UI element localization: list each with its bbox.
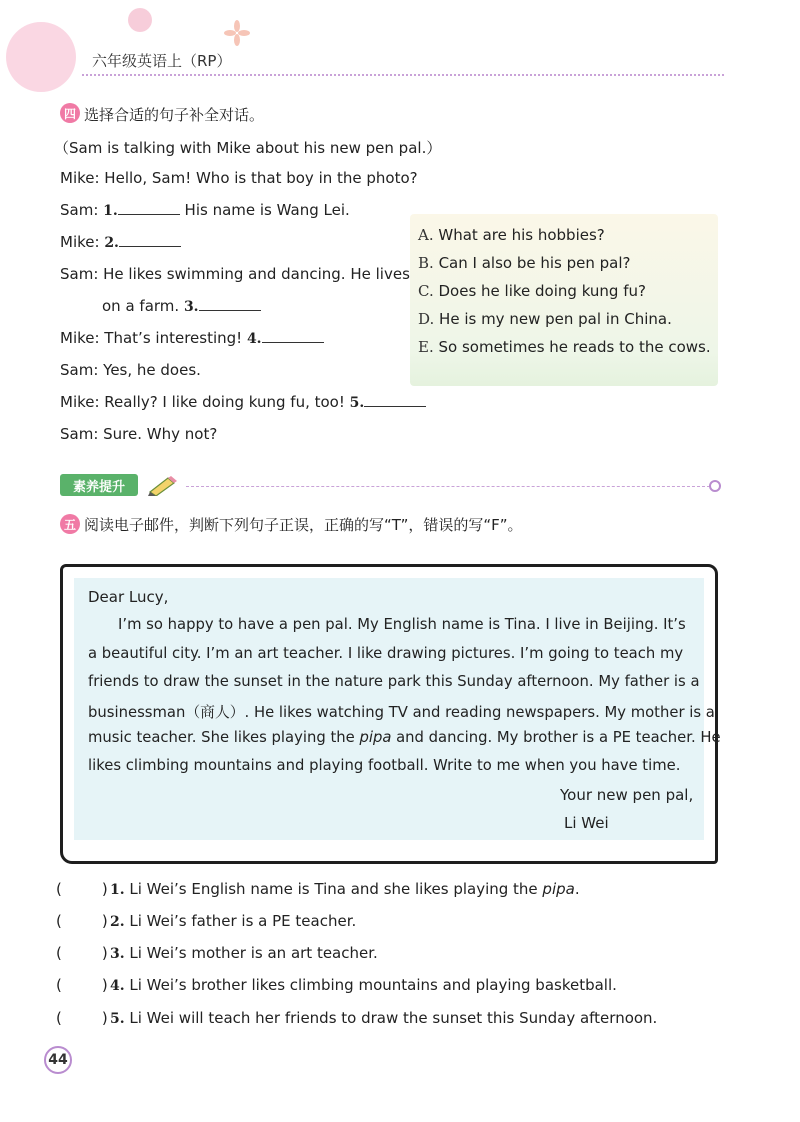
dialog-line: Mike: That’s interesting! 4.: [60, 329, 324, 347]
email-closing: Your new pen pal,: [560, 786, 694, 804]
decorative-petal: [128, 8, 152, 32]
answer-bracket[interactable]: ( ): [56, 944, 108, 962]
section-badge: 四: [60, 103, 80, 123]
option-b: B. Can I also be his pen pal?: [418, 254, 631, 272]
section-badge: 五: [60, 514, 80, 534]
answer-blank[interactable]: [199, 298, 261, 311]
answer-blank[interactable]: [262, 330, 324, 343]
dialog-line: Sam: Sure. Why not?: [60, 425, 218, 443]
tf-question: ( ) 5. Li Wei will teach her friends to draw the sunset this Sunday afternoon.: [56, 1009, 658, 1027]
tf-question: ( ) 3. Li Wei’s mother is an art teacher.: [56, 944, 378, 962]
banner-divider: [186, 486, 710, 487]
divider-end-dot: [709, 480, 721, 492]
option-a: A. What are his hobbies?: [418, 226, 605, 244]
dialog-line: Sam: Yes, he does.: [60, 361, 201, 379]
dialog-line: Mike: Really? I like doing kung fu, too! 5.: [60, 393, 426, 411]
answer-bracket[interactable]: ( ): [56, 880, 108, 898]
email-line: friends to draw the sunset in the nature park this Sunday afternoon. My father is a: [88, 673, 700, 690]
header-title: 六年级英语上（RP）: [92, 52, 232, 70]
answer-blank[interactable]: [118, 202, 180, 215]
email-line: I’m so happy to have a pen pal. My English name is Tina. I live in Beijing. It’s: [118, 616, 686, 633]
dialog-line: Sam: 1. His name is Wang Lei.: [60, 201, 350, 219]
flower-icon: [224, 20, 250, 46]
dialog-intro: （Sam is talking with Mike about his new pen pal.）: [54, 139, 442, 157]
answer-bracket[interactable]: ( ): [56, 976, 108, 994]
email-line: music teacher. She likes playing the pipa and dancing. My brother is a PE teacher. He: [88, 729, 721, 746]
decorative-blossom: [6, 22, 76, 92]
option-d: D. He is my new pen pal in China.: [418, 310, 672, 328]
answer-blank[interactable]: [119, 234, 181, 247]
email-greeting: Dear Lucy,: [88, 588, 169, 606]
dialog-line: on a farm. 3.: [102, 297, 261, 315]
section-banner: 素养提升: [60, 474, 138, 496]
options-box: [410, 214, 718, 386]
question-number: 1.: [103, 203, 118, 219]
question-number: 3.: [183, 299, 199, 315]
page-number: 44: [44, 1046, 72, 1074]
email-signature: Li Wei: [564, 814, 609, 832]
email-line: businessman（商人）. He likes watching TV and reading newspapers. My mother is a: [88, 704, 715, 721]
question-number: 2.: [104, 235, 119, 251]
answer-blank[interactable]: [364, 394, 426, 407]
answer-bracket[interactable]: ( ): [56, 912, 108, 930]
option-e: E. So sometimes he reads to the cows.: [418, 338, 711, 356]
email-line: likes climbing mountains and playing football. Write to me when you have time.: [88, 757, 681, 774]
pencil-icon: [146, 474, 180, 496]
question-number: 4.: [246, 331, 262, 347]
answer-bracket[interactable]: ( ): [56, 1009, 108, 1027]
section-title: 选择合适的句子补全对话。: [84, 106, 265, 124]
question-number: 5.: [349, 395, 365, 411]
tf-question: ( ) 2. Li Wei’s father is a PE teacher.: [56, 912, 357, 930]
dialog-line: Mike: 2.: [60, 233, 181, 251]
header-divider: [82, 74, 724, 76]
dialog-line: Mike: Hello, Sam! Who is that boy in the photo?: [60, 169, 418, 187]
tf-question: ( ) 4. Li Wei’s brother likes climbing mountains and playing basketball.: [56, 976, 617, 994]
section-title: 阅读电子邮件，判断下列句子正误，正确的写“T”，错误的写“F”。: [84, 516, 523, 534]
dialog-line: Sam: He likes swimming and dancing. He lives: [60, 265, 410, 283]
tf-question: ( ) 1. Li Wei’s English name is Tina and she likes playing the pipa.: [56, 880, 580, 898]
option-c: C. Does he like doing kung fu?: [418, 282, 646, 300]
email-line: a beautiful city. I’m an art teacher. I like drawing pictures. I’m going to teach my: [88, 645, 684, 662]
